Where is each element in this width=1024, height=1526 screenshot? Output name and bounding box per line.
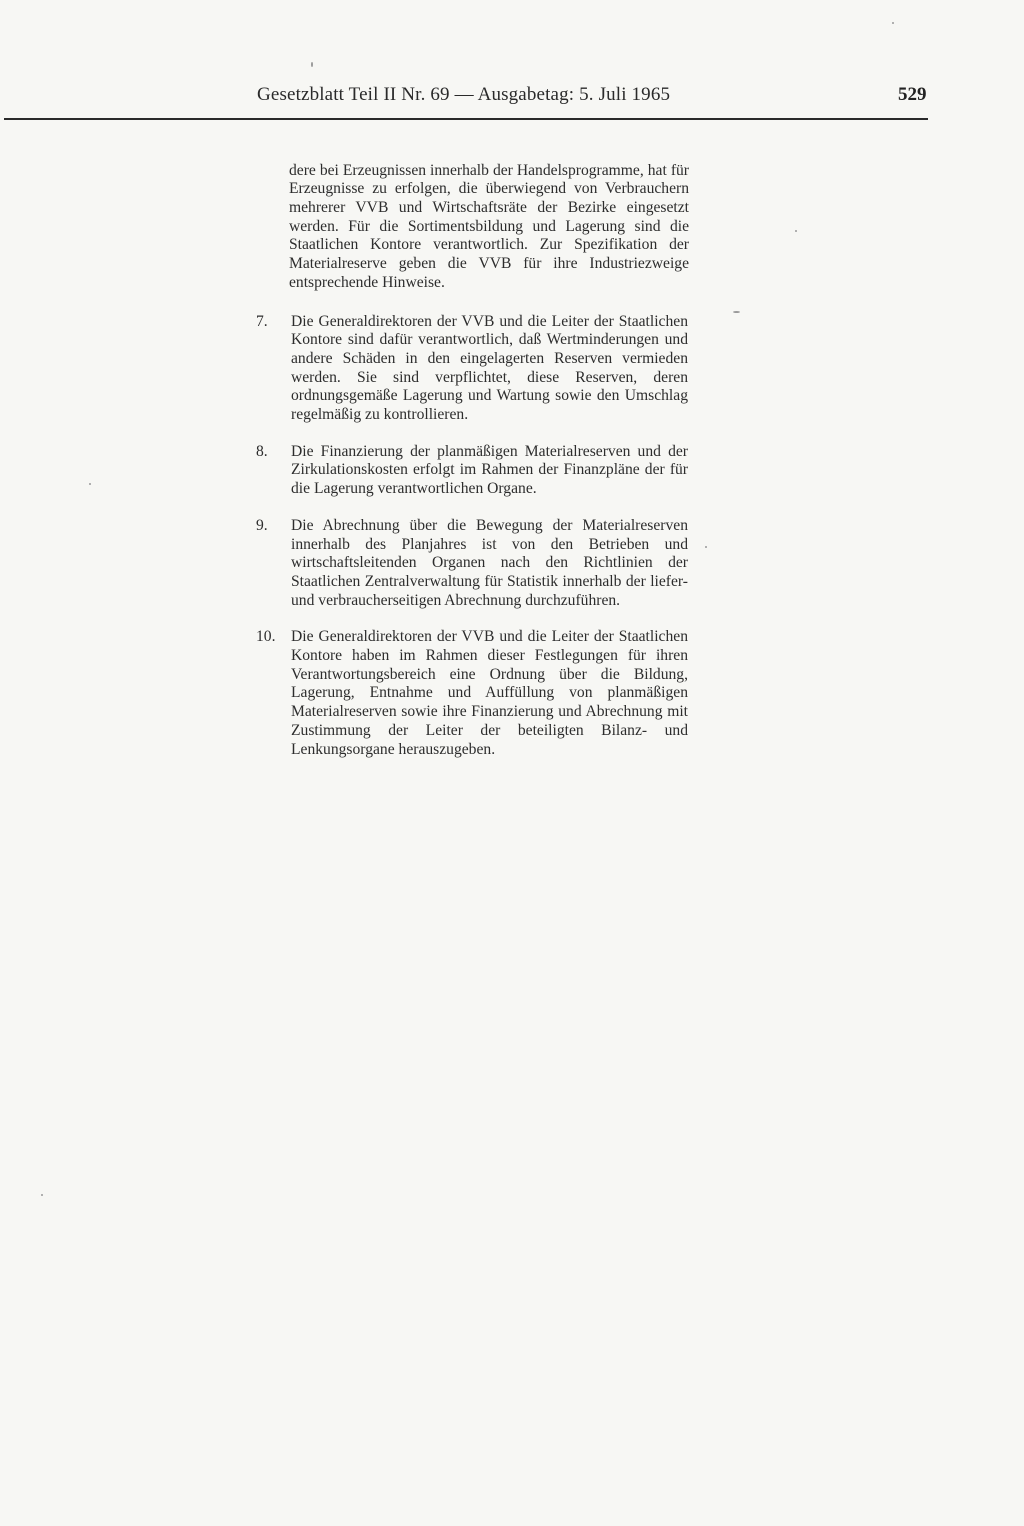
list-item-number: 10. [256,628,276,646]
list-item-text: Die Finanzierung der planmäßigen Materialreserven und der Zirkulationskosten erfolgt im Rahmen der Finanzpläne der für die Lagerung verantwortlichen Organe. [291,442,688,498]
list-item-7 [256,313,688,425]
document-body [256,146,688,777]
list-item-9 [256,517,688,611]
list-item-number: 7. [256,312,268,330]
scan-speck [892,22,894,24]
continued-paragraph: dere bei Erzeugnissen innerhalb der Handelsprogramme, hat für Erzeugnisse zu erfolgen, die überwiegend von Verbrauchern mehrerer VVB und Wirtschaftsräte der Bezirke eingesetzt werden. Für die Sortimentsbildung und Lagerung sind die Staatlichen Kontore verantwortlich. Zur Spezifikation der Materialreserve geben die VVB für ihre Industriezweige entsprechende Hinweise. [289,161,689,291]
list-item-text: Die Generaldirektoren der VVB und die Leiter der Staatlichen Kontore haben im Rahmen dieser Festlegungen für ihren Verantwortungsbereich eine Ordnung über die Bildung, Lagerung, Entnahme und Auffüllung von planmäßigen Materialreserven sowie ihre Finanzierung und Abrechnung mit Zustimmung der Leiter der beteiligten Bilanz- und Lenkungsorgane herauszugeben. [291,628,688,758]
running-header-title: Gesetzblatt Teil II Nr. 69 — Ausgabetag: 5. Juli 1965 [257,84,671,105]
scan-speck [705,546,707,548]
header-rule [4,118,928,120]
page-number: 529 [898,84,927,105]
scan-speck [41,1194,43,1196]
scan-speck [311,62,313,67]
list-item-text: Die Generaldirektoren der VVB und die Leiter der Staatlichen Kontore sind dafür verantwortlich, daß Wertminderungen und andere Schäden in den eingelagerten Reserven vermieden werden. Sie sind verpflichtet, diese Reserven, deren ordnungsgemäße Lagerung und Wartung sowie den Umschlag regelmäßig zu kontrollieren. [291,312,688,424]
list-item-8 [256,443,688,499]
scan-speck [89,483,91,485]
scan-speck [795,230,797,232]
list-item-number: 8. [256,442,268,460]
scan-speck [733,311,740,313]
list-item-10 [256,628,688,759]
list-item-text: Die Abrechnung über die Bewegung der Materialreserven innerhalb des Planjahres ist von den Betrieben und wirtschaftsleitenden Organen nach den Richtlinien der Staatlichen Zentralverwaltung für Statistik innerhalb der liefer- und verbraucherseitigen Abrechnung durchzuführen. [291,516,688,609]
list-item-number: 9. [256,516,268,534]
